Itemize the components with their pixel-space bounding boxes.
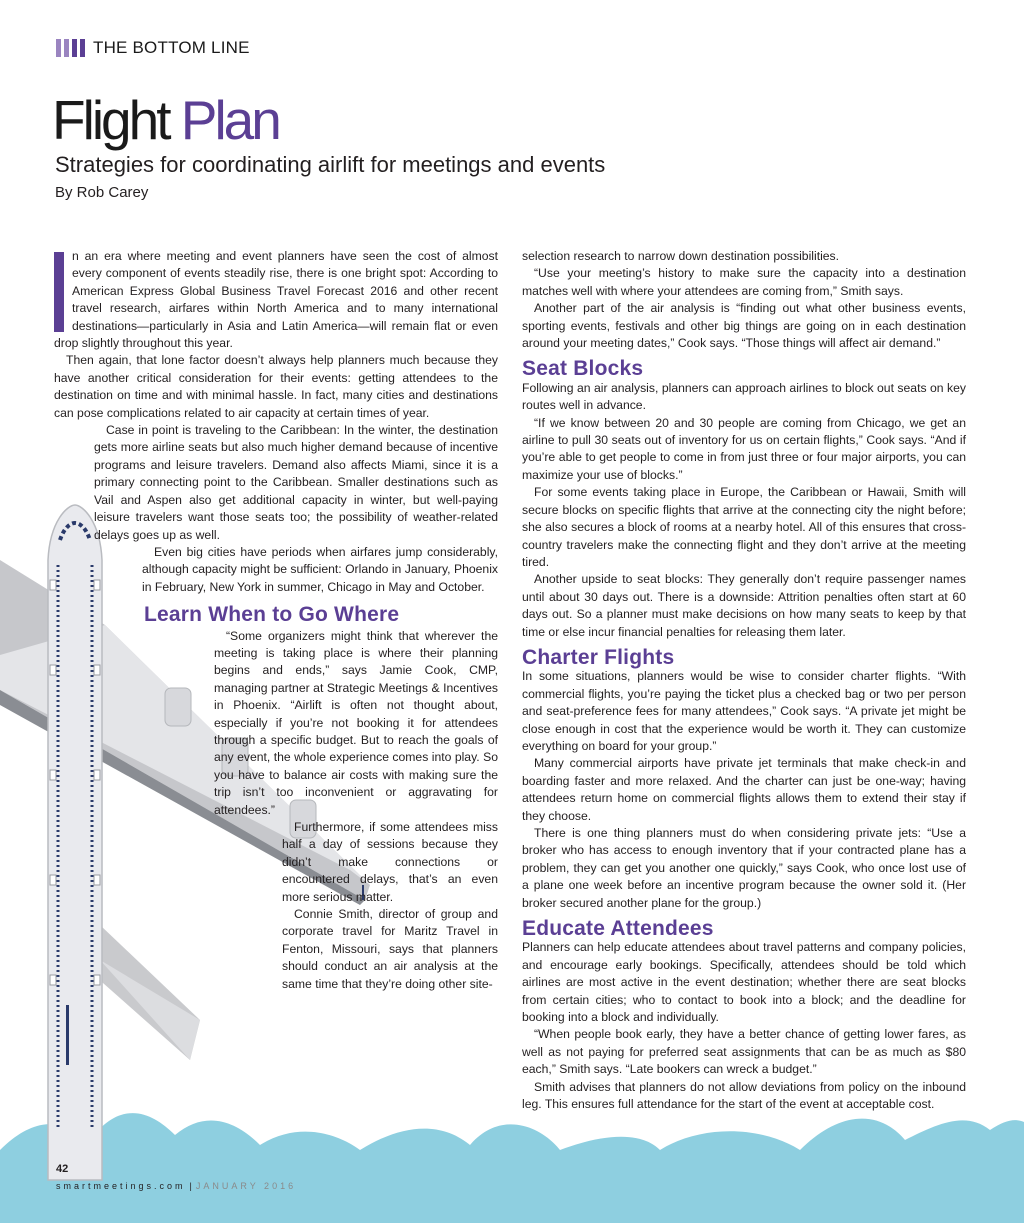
- paragraph: Another upside to seat blocks: They generally don’t require passenger names until about 30 days out. There is a downside: Attrition penalties often start at 60 days out. So a planner must make decisions on how many seats to keep by that time or else incur financial penalties for releasing them later.: [522, 572, 966, 639]
- section-tag-bars-icon: [56, 39, 85, 57]
- paragraph: Planners can help educate attendees about travel patterns and company policies, and encourage early bookings. Specifically, attendees should be told which airlines are most active in the event destination; whether there are seat blocks from certain cities; who to contact to book into a block; and the deadline for booking into a block and individually.: [522, 940, 966, 1025]
- drop-cap-i: [54, 252, 64, 332]
- section-heading: Learn When to Go Where: [144, 603, 400, 627]
- paragraph: Case in point is traveling to the Caribbean: In the winter, the destination gets more airline seats but also much higher demand because of incentive programs and leisure travelers. Demand also affects Miami, since it is a primary connecting point to the Caribbean. Smaller destinations such as Vail and Aspen also get additional capacity in winter, but well-paying leisure travelers want those seats too; the possibility of weather-related delays goes up as well.: [94, 423, 498, 542]
- sky-waves: [0, 1113, 1024, 1223]
- section-heading: Educate Attendees: [522, 917, 714, 941]
- byline: By Rob Carey: [55, 184, 149, 201]
- paragraph: Smith advises that planners do not allow deviations from policy on the inbound leg. This ensures full attendance for the start of the event at acceptable cost.: [522, 1079, 966, 1112]
- body-column-right: [522, 248, 966, 1114]
- paragraph: selection research to narrow down destination possibilities.: [522, 249, 840, 263]
- paragraph: Following an air analysis, planners can approach airlines to block out seats on key routes well in advance.: [522, 380, 966, 413]
- article-subtitle: Strategies for coordinating airlift for meetings and events: [55, 152, 606, 177]
- paragraph: Even big cities have periods when airfares jump considerably, although capacity might be sufficient: Orlando in January, Phoenix in February, New York in summer, Chicago in May and October.: [142, 544, 498, 594]
- paragraph: Furthermore, if some attendees miss half a day of sessions because they didn’t make connections or encountered delays, that’s an even more serious matter.: [282, 820, 498, 904]
- paragraph: For some events taking place in Europe, the Caribbean or Hawaii, Smith will secure blocks on specific flights that arrive at the connecting city the night before; she also secures a block of rooms at a nearby hotel. All of this ensures that cross-country travelers make the connecting flight and they don’t arrive at the meeting tired.: [522, 485, 966, 569]
- footer-date: JANUARY 2016: [195, 1181, 297, 1191]
- footer-site[interactable]: smartmeetings.com: [56, 1181, 186, 1191]
- page-number: 42: [56, 1163, 69, 1175]
- paragraph: Connie Smith, director of group and corporate travel for Maritz Travel in Fenton, Missouri, says that planners should conduct an air analysis at the same time that they’re doing other site-: [282, 907, 498, 991]
- paragraph: Many commercial airports have private jet terminals that make check-in and boarding faster and more relaxed. And the charter can just be one-way; having attendees return home on commercial flights allows them to extend their stay if they choose.: [522, 756, 966, 823]
- paragraph: “If we know between 20 and 30 people are coming from Chicago, we get an airline to pull 30 seats out of inventory for us on certain flights,” Cook says. “And if you’re able to get people to come in from just three or four major airports, you can maximize your use of blocks.”: [522, 415, 966, 482]
- section-heading: Seat Blocks: [522, 357, 644, 381]
- section-label: THE BOTTOM LINE: [93, 38, 250, 57]
- paragraph: In some situations, planners would be wise to consider charter flights. “With commercial flights, you’re paying the ticket plus a checked bag or two per person and seat-preference fees for many attendees,” Cook says. “A private jet might be close enough in cost that the experience would be worth it. They can customize everything on board for your group.”: [522, 669, 966, 753]
- paragraph: Then again, that lone factor doesn’t always help planners much because they have another critical consideration for their events: getting attendees to the destination on time and with minimal hassle. In fact, many cities and destinations can pose complications related to air capacity at certain times of year.: [54, 353, 498, 420]
- footer-line: [56, 1181, 296, 1191]
- section-heading: Charter Flights: [522, 645, 675, 669]
- paragraph: There is one thing planners must do when considering private jets: “Use a broker who has access to enough inventory that if your contracted plane has a problem, they can get you another one quickly,” says Cook, who once lost use of a plane one week before an incentive program because the owner sold it. (Her broker secured another plane for the group.): [522, 826, 966, 910]
- paragraph: “Some organizers might think that wherever the meeting is taking place is where their planning begins and ends,” says Jamie Cook, CMP, managing partner at Strategic Meetings & Incentives in Phoenix. “Airlift is often not thought about, especially if you’re not booking it for attendees through a specific budget. But to reach the goals of any event, the whole experience comes into play. So you have to balance air costs with making sure the trip isn’t too inconvenient or aggravating for attendees.”: [214, 628, 498, 817]
- title-word-2: Plan: [180, 89, 279, 151]
- footer-divider: |: [189, 1181, 192, 1191]
- article-title: [52, 88, 279, 152]
- title-word-1: Flight: [52, 89, 169, 151]
- paragraph: Another part of the air analysis is “finding out what other business events, sporting events, festivals and other big things are going on in each destination around your meeting dates,” Cook says. “Those things will affect air demand.”: [522, 301, 966, 351]
- paragraph: “Use your meeting’s history to make sure the capacity into a destination matches well with where your attendees are coming from,” Smith says.: [522, 266, 966, 298]
- paragraph: n an era where meeting and event planners have seen the cost of almost every component of events steadily rise, there is one bright spot: According to American Express Global Business Travel Forecast 2016 and other recent travel research, airfares within North America and to many international destinations—particularly in Asia and Latin America—will remain flat or even drop slightly throughout this year.: [54, 249, 498, 351]
- paragraph: “When people book early, they have a better chance of getting lower fares, as well as not paying for preferred seat assignments that can be as much as $80 each,” Smith says. “Late bookers can wreck a budget.”: [522, 1027, 966, 1077]
- body-column-left: [54, 248, 498, 993]
- section-tag: [56, 38, 250, 58]
